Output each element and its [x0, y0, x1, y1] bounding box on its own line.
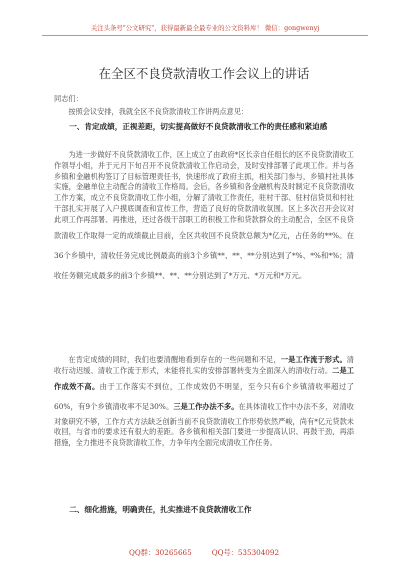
paragraph-2-text-c: 清收行动迟缓、清收工作流于形式，未能将扎实的安排部署转变为全面深入的清收行动。 — [54, 355, 354, 375]
paragraph-1 — [54, 150, 354, 286]
header-divider — [42, 35, 368, 36]
paragraph-1-text-a: 为进一步做好不良贷款清收工作，区上成立了由政府*区长亲自任组长的区不良贷款清收工作领导小组，并于元月下旬召开不良贷款清收工作启动会，及时安排部署了此项工作。并与各乡镇和金融机构签订了目标管理责任书，快速形成了政府主抓，相关部门参与，乡镇村社具体实施，金融单位主动配合的清收工作格局。会后，各乡镇和各金融机构及时制定不良贷款清收工作方案，成立不良贷款清收工作小组，分解了清收工作责任，驻村干部、驻村信贷员和村社干部扎实开展了入户摸底调查和宣传工作，营造了良好的贷款清收氛围。区上多次召开会议对此项工作再部署、再推进，还过各级干部职工的积极工作和贷款群众的主动配合，全区不良贷款清收工作取得一定的成绩 — [54, 150, 354, 240]
section-2-heading: 二、细化措施，明确责任，扎实推进不良贷款清收工作 — [69, 505, 252, 514]
section-1-heading: 一、肯定成绩，正视差距，切实提高做好不良贷款清收工作的责任感和紧迫感 — [69, 122, 328, 131]
page-title: 在全区不良贷款清收工作会议上的讲话 — [98, 66, 310, 81]
paragraph-2 — [54, 355, 354, 449]
salutation: 同志们： — [54, 94, 83, 103]
footer-qq-group: QQ群：30265665 — [128, 548, 192, 557]
intro-paragraph: 按照会议安排，我就全区不良贷款清收工作讲两点意见： — [68, 107, 249, 116]
paragraph-2-text-a: 在肯定成绩的同时，我们也要清醒地看到存在的一些问题和不足， — [68, 355, 281, 364]
footer-contact — [0, 548, 408, 558]
issue-1-label: 一是工作流于形式。 — [280, 355, 347, 364]
paragraph-2-text-g: 在具体清收工作中办法不多，对清收对象研究不够，工作方式方法缺乏创新当前不良贷款清收工作形势依然严峻，尚有*亿元贷款未收回，与省市的要求还有很大的差距。各乡镇和相关部门要进一步提高认识、再鼓干劲，再添措施，全力推进不良贷款清收工作，力争年内全面完成清收工作任务。 — [54, 401, 354, 448]
header-banner: 关注头条号"公文研究"，获得最新最全最专业的公文资料库！ 微信：gongwenyj — [90, 24, 320, 32]
issue-3-label: 三是工作办法不多。 — [173, 401, 239, 411]
paragraph-2-text-e: 由于工作落实不到位，工作成效仍不明显，至今只有6个乡镇清收率超过了60%，有9个乡镇清收率不足30%。 — [54, 381, 354, 411]
paragraph-1-text-b: 截止目前，全区共收回不良贷款总额为*亿元，占任务的**%。在36个乡镇中，清收任务完成比例最高的前3个乡镇**、**、**分别达到了*%、*%和*%；清收任务额完成最多的前3个乡镇**、**、**分别达到了*万元、*万元和*万元。 — [54, 230, 354, 280]
issue-2-label: 二是工作成效不高。 — [54, 365, 354, 391]
footer-qq-number: QQ号：535304092 — [211, 548, 280, 557]
